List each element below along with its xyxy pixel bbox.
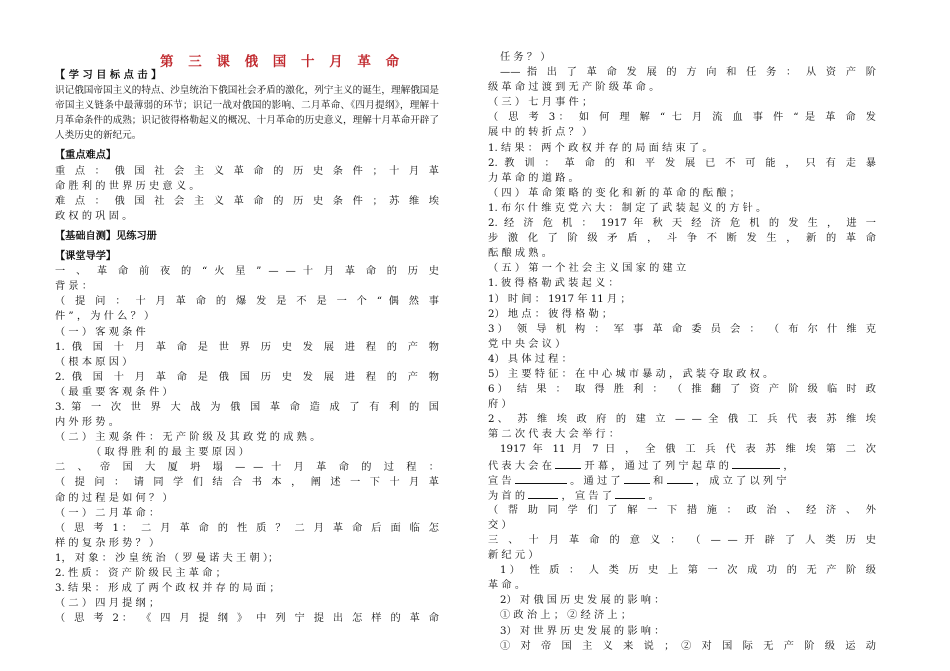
text-line: 1. 结 果 ： 两 个 政 权 并 存 的 局 面 结 束 了 。 [488,142,713,154]
guide-line: （ 最 重 要 客 观 条 件 ） [55,386,173,398]
key-point-line: 命 胜 利 的 世 界 历 史 意 义 。 [55,180,200,192]
guide-line: （ 提 问 ： 请 同 学 们 结 合 书 本 ， 阐 述 一 下 十 月 革 [55,477,439,489]
text-line: 新 纪 元 ） [488,550,539,562]
guide-line: （ 提 问 ： 十 月 革 命 的 爆 发 是 不 是 一 个 “ 偶 然 事 [55,296,439,308]
guide-line: （ 根 本 原 因 ） [55,356,133,368]
guide-line: 2. 俄 国 十 月 革 命 是 俄 国 历 史 发 展 进 程 的 产 物 [55,371,439,383]
text-line: 1. 布 尔 什 维 克 党 六 大 ： 制 定 了 武 装 起 义 的 方 针 。 [488,202,767,214]
text-line: 三 、 十 月 革 命 的 意 义 ： （ — — 开 辟 了 人 类 历 史 [488,535,876,546]
guide-line: 1， 对 象 ： 沙 皇 统 治 （ 罗 曼 诺 夫 王 朝 ）； [55,552,279,564]
text-line: 党 中 央 会 议 ） [488,338,566,350]
guide-line: 样 的 复 杂 形 势 ？ ） [55,537,160,549]
text-line: 交 ） [488,519,512,531]
right-column [488,50,876,654]
guide-line: 1. 俄 国 十 月 革 命 是 世 界 历 史 发 展 进 程 的 产 物 [55,341,439,353]
text-line: 2） 地 点 ： 彼 得 格 勒 ； [488,308,613,320]
blank-underline [515,473,567,484]
blank-underline [732,458,780,469]
difficulty-line: 难 点 ： 俄 国 社 会 主 义 革 命 的 历 史 条 件 ； 苏 维 埃 [55,195,439,207]
left-column [55,46,439,626]
text-line: 第 二 次 代 表 大 会 举 行 ： [488,429,620,441]
text-line: （ 四 ） 革 命 策 略 的 变 化 和 新 的 革 命 的 酝 酿 ； [488,187,740,199]
text-line: 展 中 的 转 折 点 ？ ） [488,127,593,139]
text-line: 级 革 命 过 渡 到 无 产 阶 级 革 命 。 [488,82,660,94]
text-line: （ 三 ） 七 月 事 件 ； [488,97,593,109]
guide-line: （ 二 ） 四 月 提 纲 ； [55,598,160,610]
guide-line: 2. 性 质 ： 资 产 阶 级 民 主 革 命 ； [55,568,226,579]
objectives-line: 月革命条件的成熟；识记彼得格勒起义的概况、十月革命的历史意义，理解十月革命开辟了 [55,115,439,127]
text-line: 革 命 。 [488,580,526,592]
guide-line: （ 取 得 胜 利 的 最 主 要 原 因 ） [91,447,249,459]
key-point-line: 重 点 ： 俄 国 社 会 主 义 革 命 的 历 史 条 件 ； 十 月 革 [55,165,439,177]
text-line: 2. 经 济 危 机 ： 1917 年 秋 天 经 济 危 机 的 发 生 ， 进 一 [488,218,876,230]
guide-line: （ 一 ） 客 观 条 件 [55,326,146,338]
text-line: （ 帮 助 同 学 们 了 解 一 下 措 施 ： 政 治 、 经 济 、 外 [488,504,876,516]
text-line: 5） 主 要 特 征 ： 在 中 心 城 市 暴 动 ， 武 装 夺 取 政 权 。 [488,368,774,380]
text-line: 2. 教 训 ： 革 命 的 和 平 发 展 已 不 可 能 ， 只 有 走 暴 [488,157,876,169]
guide-line: （ 思 考 1： 二 月 革 命 的 性 质 ？ 二 月 革 命 后 面 临 怎 [55,522,439,534]
guide-line: 3. 结 果 ： 形 成 了 两 个 政 权 并 存 的 局 面 ； [55,583,280,595]
text-line: 3） 领 导 机 构 ： 军 事 革 命 委 员 会 ： （ 布 尔 什 维 克 [488,323,876,335]
text-line: 4） 具 体 过 程 ： [488,353,572,365]
guide-line: 背 景 ： [55,281,93,293]
guide-line: （ 一 ） 二 月 革 命 ： [55,507,160,519]
text-line: ① 对 帝 国 主 义 来 说 ； ② 对 国 际 无 产 阶 级 运 动 [500,640,876,652]
guide-line: （ 二 ） 主 观 条 件 ： 无 产 阶 级 及 其 政 党 的 成 熟 。 [55,432,321,444]
text-line: —— 指 出 了 革 命 发 展 的 方 向 和 任 务 ： 从 资 产 阶 [500,67,876,79]
guide-line: 一 、 革 命 前 夜 的 “ 火 星 ” — — 十 月 革 命 的 历 史 [55,266,439,278]
blank-underline [667,473,693,484]
text-line: （ 思 考 3： 如 何 理 解 “ 七 月 流 血 事 件 “ 是 革 命 发 [488,112,876,124]
objectives-paragraph [55,83,439,143]
class-guide-heading: 【课堂导学】 [55,250,117,263]
key-points-heading: 【重点难点】 [55,149,117,162]
guide-line: 命 的 过 程 是 如 何 ？ ） [55,492,173,504]
congress-fill-line: 代 表 大 会 在 开 幕 ， 通 过 了 列 宁 起 草 的 ， [488,458,876,473]
objectives-heading: 【 学 习 目 标 点 击 】 [55,69,162,81]
guide-line: 二 、 帝 国 大 厦 坍 塌 — — 十 月 革 命 的 过 程 ： [55,462,439,474]
guide-line: 3. 第 一 次 世 界 大 战 为 俄 国 革 命 造 成 了 有 利 的 国 [55,401,439,413]
text-line: 1） 时 间 ： 1917 年 11 月 ； [488,293,631,305]
text-line: 任 务 ？ ） [500,52,551,63]
text-line: （ 五 ） 第 一 个 社 会 主 义 国 家 的 建 立 [488,263,687,275]
blank-underline [528,488,558,499]
blank-underline [555,458,581,469]
text-line: 1. 彼 得 格 勒 武 装 起 义 ： [488,278,619,290]
blank-underline [615,488,645,499]
congress-fill-line: 宣 告 。 通 过 了 和 ， 成 立 了 以 列 宁 [488,473,876,488]
self-test-heading: 【基础自测】见练习册 [55,229,157,242]
text-line: 6） 结 果 ： 取 得 胜 利 ： （ 推 翻 了 资 产 阶 级 临 时 政 [488,384,876,396]
congress-line: 1917 年 11 月 7 日 ， 全 俄 工 兵 代 表 苏 维 埃 第 二 次 [500,444,876,456]
guide-line: 件 ” ， 为 什 么 ？ ） [55,311,155,323]
guide-line: （ 思 考 2： 《 四 月 提 纲 》 中 列 宁 提 出 怎 样 的 革 命 [55,613,439,625]
lesson-title: 第 三 课 俄 国 十 月 革 命 [160,54,405,70]
text-line: ① 政 治 上 ； ② 经 济 上 ； [500,610,632,622]
blank-underline [624,473,650,484]
text-line: 3） 对 世 界 历 史 发 展 的 影 响 ： [500,625,665,637]
text-line: 力 革 命 的 道 路 。 [488,172,579,184]
objectives-line: 人类历史的新纪元。 [55,130,142,142]
text-line: 2、 苏 维 埃 政 府 的 建 立 — — 全 俄 工 兵 代 表 苏 维 埃 [488,414,876,426]
objectives-line: 帝国主义链条中最薄弱的环节；识记一战对俄国的影响、二月革命、《四月提纲》，理解十 [55,100,439,112]
text-line: 步 激 化 了 阶 级 矛 盾 ， 斗 争 不 断 发 生 ， 新 的 革 命 [488,233,876,245]
text-line: 2） 对 俄 国 历 史 发 展 的 影 响 ： [500,595,665,607]
objectives-line: 识记俄国帝国主义的特点、沙皇统治下俄国社会矛盾的激化，列宁主义的诞生，理解俄国是 [55,85,439,97]
difficulty-line: 政 权 的 巩 固 。 [55,210,133,222]
congress-fill-line: 为 首 的 ， 宣 告 了 。 [488,488,876,503]
text-line: 1） 性 质 ： 人 类 历 史 上 第 一 次 成 功 的 无 产 阶 级 [500,565,876,577]
text-line: 府 ） [488,399,512,411]
guide-line: 内 外 形 势 。 [55,417,119,429]
text-line: 酝 酿 成 熟 。 [488,248,552,260]
